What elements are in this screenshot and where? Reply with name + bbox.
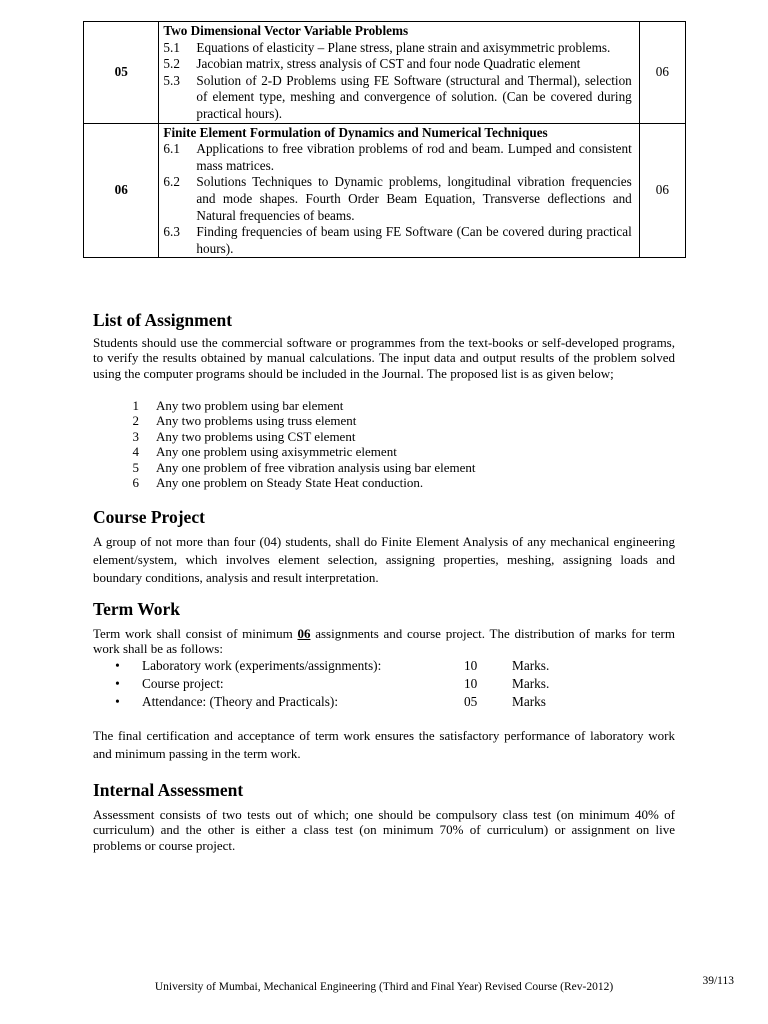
module-content <box>159 123 639 258</box>
module-item: 6.1 Applications to free vibration problems of rod and beam. Lumped and consistent mass matrices. <box>163 141 632 173</box>
page-footer: University of Mumbai, Mechanical Engineering (Third and Final Year) Revised Course (Rev-2012) <box>154 981 614 993</box>
marks-item: • Attendance: (Theory and Practicals): 05 Marks <box>93 693 572 711</box>
assignment-item: 4 Any one problem using axisymmetric element <box>132 444 397 460</box>
bullet-icon: • <box>115 675 120 691</box>
internal-assessment-heading: Internal Assessment <box>93 780 244 800</box>
bullet-icon: • <box>115 658 120 673</box>
assignment-intro: Students should use the commercial software or programmes from the text-books or self-developed programs, to verify the results obtained by manual calculations. The input data and output results of the problem solved using the computer programs should be included in the Journal. The proposed list is as given below; <box>93 335 675 381</box>
term-work-heading: Term Work <box>93 599 181 619</box>
assignment-item: 3 Any two problems using CST element <box>132 428 356 444</box>
module-number: 05 <box>84 22 159 124</box>
assignment-item: 1 Any two problem using bar element <box>132 398 344 413</box>
module-content <box>159 22 639 124</box>
marks-distribution-list <box>93 657 572 710</box>
module-item: 6.2 Solutions Techniques to Dynamic problems, longitudinal vibration frequencies and mode shapes. Fourth Order Beam Equation, Transverse deflections and Natural frequencies of beams. <box>163 174 632 223</box>
term-work-closing: The final certification and acceptance of term work ensures the satisfactory performance of laboratory work and minimum passing in the term work. <box>93 728 675 761</box>
marks-item: • Course project: 10 Marks. <box>93 675 572 693</box>
assignment-item: 6 Any one problem on Steady State Heat conduction. <box>132 475 424 491</box>
assignment-item: 2 Any two problems using truss element <box>132 413 357 429</box>
module-title: Two Dimensional Vector Variable Problems <box>163 23 409 38</box>
module-hours: 06 <box>639 123 685 258</box>
module-hours: 06 <box>639 22 685 124</box>
internal-assessment-text: Assessment consists of two tests out of which; one should be compulsory class test (on minimum 40% of curriculum) and the other is either a class test (on minimum 70% of curriculum) or assignment on live problems or course project. <box>93 807 675 853</box>
assignment-list <box>93 398 476 490</box>
module-table <box>83 21 686 258</box>
assignment-heading: List of Assignment <box>93 310 233 330</box>
module-row-05 <box>84 22 686 124</box>
term-work-intro: Term work shall consist of minimum 06 assignments and course project. The distribution of marks for term work shall be as follows: <box>93 626 675 657</box>
module-item: 5.3 Solution of 2-D Problems using FE Software (structural and Thermal), selection of element type, meshing and convergence of solution. (Can be covered during practical hours). <box>163 72 632 121</box>
module-item: 6.3 Finding frequencies of beam using FE Software (Can be covered during practical hours). <box>163 224 632 256</box>
module-item: 5.2 Jacobian matrix, stress analysis of CST and four node Quadratic element <box>163 56 581 72</box>
module-title: Finite Element Formulation of Dynamics and Numerical Techniques <box>163 124 548 140</box>
marks-item: • Laboratory work (experiments/assignments): 10 Marks. <box>93 657 572 675</box>
minimum-assignments-count: 06 <box>297 626 311 641</box>
module-row-06 <box>84 123 686 258</box>
module-number: 06 <box>84 123 159 258</box>
page-number: 39/113 <box>702 975 734 987</box>
course-project-text: A group of not more than four (04) students, shall do Finite Element Analysis of any mechanical engineering element/system, which involves element selection, assigning properties, meshing, assigning loads and boundary conditions, analysis and result interpretation. <box>93 534 675 585</box>
course-project-heading: Course Project <box>93 507 205 527</box>
bullet-icon: • <box>115 693 120 709</box>
assignment-item: 5 Any one problem of free vibration analysis using bar element <box>132 459 476 475</box>
module-item: 5.1 Equations of elasticity – Plane stress, plane strain and axisymmetric problems. <box>163 39 611 55</box>
